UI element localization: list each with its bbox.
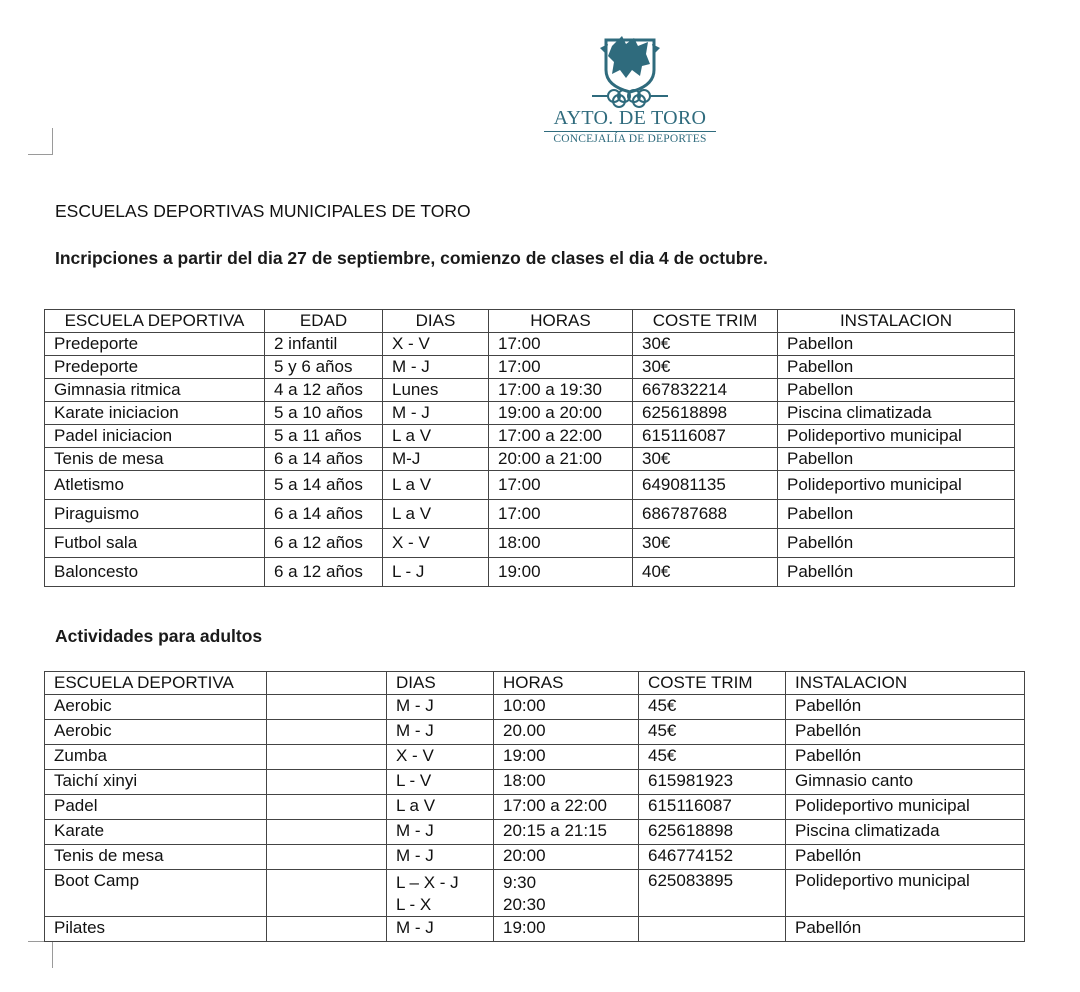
table-row <box>45 870 1025 917</box>
table-cell: Pabellon <box>778 333 1015 356</box>
table-cell: 18:00 <box>489 529 633 558</box>
table-cell: L - J <box>383 558 489 587</box>
table-cell: X - V <box>383 529 489 558</box>
table-cell: Pabellón <box>786 720 1025 745</box>
table-cell: 5 y 6 años <box>265 356 383 379</box>
table-cell: 40€ <box>633 558 778 587</box>
table-cell: 45€ <box>639 720 786 745</box>
table-cell: 17:00 a 22:00 <box>489 425 633 448</box>
children-schools-table <box>44 309 1015 587</box>
table-cell: 6 a 12 años <box>265 558 383 587</box>
table-row <box>45 448 1015 471</box>
table-cell: 625618898 <box>633 402 778 425</box>
table-cell <box>267 870 387 917</box>
table-row <box>45 529 1015 558</box>
column-header: DIAS <box>387 672 494 695</box>
table-cell: 646774152 <box>639 845 786 870</box>
table-cell: 18:00 <box>494 770 639 795</box>
column-header: EDAD <box>265 310 383 333</box>
table-row <box>45 500 1015 529</box>
table-cell: 19:00 <box>489 558 633 587</box>
table-cell: Pabellón <box>778 558 1015 587</box>
table-row <box>45 425 1015 448</box>
table-cell: 30€ <box>633 529 778 558</box>
table-cell: Padel <box>45 795 267 820</box>
table-cell: 4 a 12 años <box>265 379 383 402</box>
table-cell: Pabellón <box>778 529 1015 558</box>
table-cell: Aerobic <box>45 720 267 745</box>
table-cell: 10:00 <box>494 695 639 720</box>
table-cell <box>267 820 387 845</box>
table-cell: Aerobic <box>45 695 267 720</box>
table-cell: L a V <box>383 471 489 500</box>
table-cell-multiline <box>494 870 639 917</box>
table-cell: 19:00 <box>494 917 639 942</box>
table-cell: Boot Camp <box>45 870 267 917</box>
table-cell: Pabellón <box>786 845 1025 870</box>
table-row <box>45 471 1015 500</box>
table-cell: Tenis de mesa <box>45 448 265 471</box>
table-cell: 5 a 11 años <box>265 425 383 448</box>
coat-of-arms-icon <box>592 30 668 108</box>
table-cell: Polideportivo municipal <box>786 795 1025 820</box>
table-cell: 17:00 <box>489 500 633 529</box>
column-header: INSTALACION <box>786 672 1025 695</box>
table-cell: L - V <box>387 770 494 795</box>
table-cell: Padel iniciacion <box>45 425 265 448</box>
column-header <box>267 672 387 695</box>
column-header: HORAS <box>489 310 633 333</box>
table-row <box>45 745 1025 770</box>
table-cell: X - V <box>383 333 489 356</box>
table-cell: L a V <box>383 500 489 529</box>
table-cell: 19:00 <box>494 745 639 770</box>
table-cell: Pabellon <box>778 500 1015 529</box>
table-cell: 30€ <box>633 448 778 471</box>
logo <box>530 30 730 150</box>
table-cell: Karate <box>45 820 267 845</box>
table-cell: 45€ <box>639 745 786 770</box>
table-cell: 6 a 14 años <box>265 448 383 471</box>
page-heading: ESCUELAS DEPORTIVAS MUNICIPALES DE TORO <box>55 201 471 221</box>
registration-notice: Incripciones a partir del dia 27 de septiembre, comienzo de clases el dia 4 de octubre. <box>55 248 768 268</box>
table-cell: Gimnasia ritmica <box>45 379 265 402</box>
table-cell: M-J <box>383 448 489 471</box>
table-cell <box>267 695 387 720</box>
logo-underline <box>544 131 716 132</box>
table-row <box>45 402 1015 425</box>
cell-line: 9:30 <box>503 873 537 892</box>
table-cell: Piscina climatizada <box>778 402 1015 425</box>
table-cell: 625618898 <box>639 820 786 845</box>
table-cell: Polideportivo municipal <box>778 425 1015 448</box>
table-row <box>45 770 1025 795</box>
table-row <box>45 845 1025 870</box>
table-cell: Piscina climatizada <box>786 820 1025 845</box>
table-cell: 20:00 <box>494 845 639 870</box>
crop-mark-top <box>28 128 53 155</box>
table-cell: Pilates <box>45 917 267 942</box>
table-cell: Lunes <box>383 379 489 402</box>
table-row <box>45 917 1025 942</box>
table-cell-multiline <box>387 870 494 917</box>
table-cell: 615116087 <box>639 795 786 820</box>
table-cell: 17:00 a 19:30 <box>489 379 633 402</box>
table-cell: 17:00 <box>489 471 633 500</box>
table-row <box>45 356 1015 379</box>
table-row <box>45 720 1025 745</box>
table-cell: Atletismo <box>45 471 265 500</box>
table-cell: Pabellon <box>778 379 1015 402</box>
logo-title <box>530 107 730 130</box>
table-header-row <box>45 672 1025 695</box>
column-header: COSTE TRIM <box>639 672 786 695</box>
cell-line: 20:30 <box>503 895 546 914</box>
table-cell: 649081135 <box>633 471 778 500</box>
table-row <box>45 558 1015 587</box>
adult-activities-table <box>44 671 1025 942</box>
column-header: INSTALACION <box>778 310 1015 333</box>
table-cell: Polideportivo municipal <box>786 870 1025 917</box>
table-cell: M - J <box>383 402 489 425</box>
table-cell: M - J <box>387 695 494 720</box>
table-row <box>45 379 1015 402</box>
table-cell: 20.00 <box>494 720 639 745</box>
column-header: DIAS <box>383 310 489 333</box>
table-cell: 19:00 a 20:00 <box>489 402 633 425</box>
table-cell: Zumba <box>45 745 267 770</box>
adults-section-title: Actividades para adultos <box>55 626 263 646</box>
table-cell: 615981923 <box>639 770 786 795</box>
table-cell: Predeporte <box>45 356 265 379</box>
table-cell: 17:00 a 22:00 <box>494 795 639 820</box>
table-cell <box>267 720 387 745</box>
column-header: ESCUELA DEPORTIVA <box>45 672 267 695</box>
table-cell <box>267 745 387 770</box>
column-header: HORAS <box>494 672 639 695</box>
table-cell: L a V <box>383 425 489 448</box>
table-cell: M - J <box>387 845 494 870</box>
table-cell: Futbol sala <box>45 529 265 558</box>
table-row <box>45 333 1015 356</box>
table-cell: 6 a 14 años <box>265 500 383 529</box>
table-cell: Pabellón <box>786 695 1025 720</box>
cell-line: L - X <box>396 895 432 914</box>
table-cell: Pabellón <box>786 917 1025 942</box>
table-cell: 667832214 <box>633 379 778 402</box>
logo-subtitle: CONCEJALÍA DE DEPORTES <box>553 133 707 145</box>
table-cell: Polideportivo municipal <box>778 471 1015 500</box>
table-row <box>45 820 1025 845</box>
table-cell: Pabellón <box>786 745 1025 770</box>
table-cell <box>267 770 387 795</box>
table-cell: 6 a 12 años <box>265 529 383 558</box>
table-cell: Pabellon <box>778 356 1015 379</box>
table-row <box>45 795 1025 820</box>
table-cell: Taichí xinyi <box>45 770 267 795</box>
cell-line: L – X - J <box>396 873 459 892</box>
table-cell: M - J <box>383 356 489 379</box>
table-header-row <box>45 310 1015 333</box>
table-cell: Baloncesto <box>45 558 265 587</box>
table-cell: M - J <box>387 820 494 845</box>
column-header: COSTE TRIM <box>633 310 778 333</box>
crop-mark-bottom <box>28 941 53 968</box>
table-cell: 686787688 <box>633 500 778 529</box>
table-cell: 20:15 a 21:15 <box>494 820 639 845</box>
table-cell <box>267 795 387 820</box>
table-cell: 30€ <box>633 356 778 379</box>
table-cell: 5 a 14 años <box>265 471 383 500</box>
table-cell: 17:00 <box>489 333 633 356</box>
table-cell: 615116087 <box>633 425 778 448</box>
table-cell <box>639 917 786 942</box>
table-cell: Piraguismo <box>45 500 265 529</box>
table-cell: Karate iniciacion <box>45 402 265 425</box>
table-cell: 625083895 <box>639 870 786 917</box>
table-cell: 30€ <box>633 333 778 356</box>
table-cell: Gimnasio canto <box>786 770 1025 795</box>
table-cell <box>267 845 387 870</box>
table-cell: 5 a 10 años <box>265 402 383 425</box>
logo-title-text: AYTO. DE TORO <box>553 107 707 129</box>
table-cell: Tenis de mesa <box>45 845 267 870</box>
table-cell: 2 infantil <box>265 333 383 356</box>
table-cell: L a V <box>387 795 494 820</box>
table-cell: X - V <box>387 745 494 770</box>
table-cell: M - J <box>387 917 494 942</box>
table-cell <box>267 917 387 942</box>
column-header: ESCUELA DEPORTIVA <box>45 310 265 333</box>
table-cell: M - J <box>387 720 494 745</box>
table-cell: 20:00 a 21:00 <box>489 448 633 471</box>
table-cell: Pabellon <box>778 448 1015 471</box>
table-cell: 45€ <box>639 695 786 720</box>
table-cell: Predeporte <box>45 333 265 356</box>
table-cell: 17:00 <box>489 356 633 379</box>
table-row <box>45 695 1025 720</box>
